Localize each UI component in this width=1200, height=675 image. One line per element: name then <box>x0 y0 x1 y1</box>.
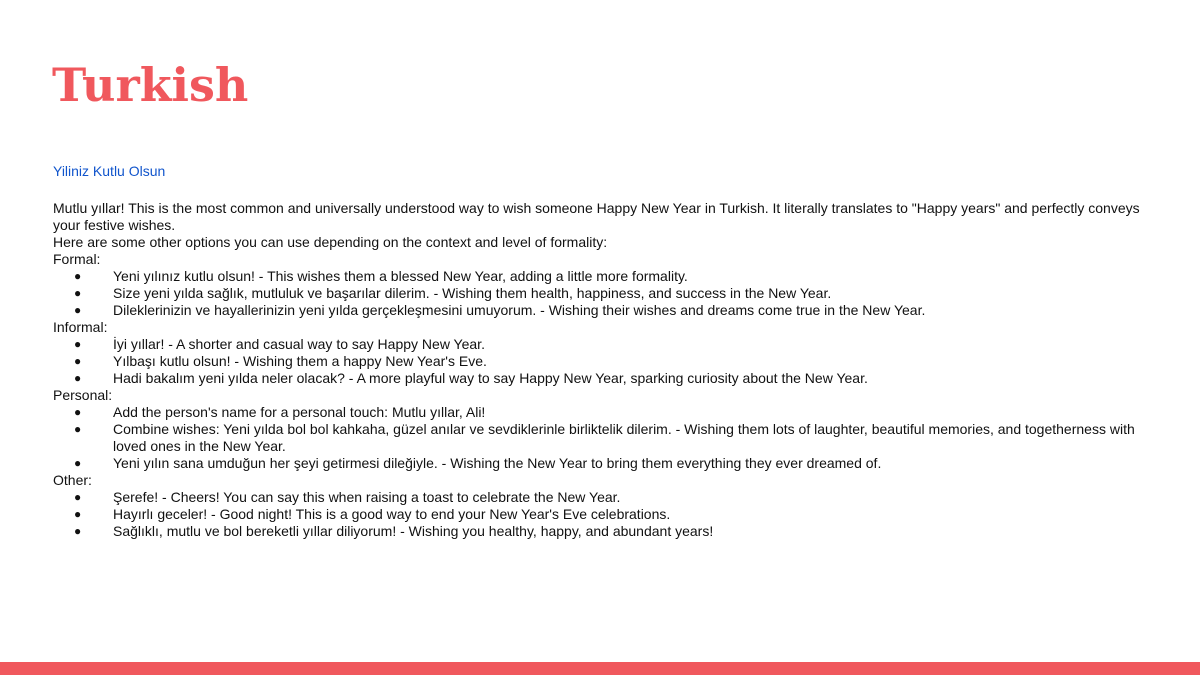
bullet-icon: ● <box>74 286 82 300</box>
list-item <box>53 506 1143 523</box>
bullet-icon: ● <box>74 405 82 419</box>
list-item-text: Add the person's name for a personal touch: Mutlu yıllar, Ali! <box>113 404 486 420</box>
bullet-icon: ● <box>74 371 82 385</box>
list-item-text: İyi yıllar! - A shorter and casual way to say Happy New Year. <box>113 336 485 352</box>
bullet-icon: ● <box>74 507 82 521</box>
list-item <box>53 523 1143 540</box>
slide-body <box>53 200 1143 540</box>
bullet-icon: ● <box>74 524 82 538</box>
section-label-personal: Personal: <box>53 387 113 403</box>
section-label-other: Other: <box>53 472 92 488</box>
list-item <box>53 455 1143 472</box>
list-item-text: Şerefe! - Cheers! You can say this when raising a toast to celebrate the New Year. <box>113 489 621 505</box>
list-item-text: Combine wishes: Yeni yılda bol bol kahkaha, güzel anılar ve sevdiklerinle birliktelik dilerim. - Wishing them lots of laughter, beautiful memories, and togetherness with loved ones in the New Year. <box>113 421 1135 454</box>
list-item-text: Dileklerinizin ve hayallerinizin yeni yılda gerçekleşmesini umuyorum. - Wishing their wishes and dreams come true in the New Year. <box>113 302 926 318</box>
bullet-icon: ● <box>74 490 82 504</box>
list-item <box>53 336 1143 353</box>
list-item <box>53 404 1143 421</box>
list-item-text: Yılbaşı kutlu olsun! - Wishing them a happy New Year's Eve. <box>113 353 487 369</box>
list-other <box>53 489 1143 540</box>
bullet-icon: ● <box>74 337 82 351</box>
list-personal <box>53 404 1143 472</box>
list-item-text: Hadi bakalım yeni yılda neler olacak? - A more playful way to say Happy New Year, sparking curiosity about the New Year. <box>113 370 868 386</box>
bullet-icon: ● <box>74 456 82 470</box>
list-informal <box>53 336 1143 387</box>
list-formal <box>53 268 1143 319</box>
bullet-icon: ● <box>74 422 82 436</box>
section-label-formal: Formal: <box>53 251 101 267</box>
intro-paragraph: Mutlu yıllar! This is the most common and universally understood way to wish someone Happy New Year in Turkish. It literally translates to "Happy years" and perfectly conveys your festive wishes. <box>53 200 1140 233</box>
list-item-text: Sağlıklı, mutlu ve bol bereketli yıllar diliyorum! - Wishing you healthy, happy, and abundant years! <box>113 523 714 539</box>
list-item <box>53 421 1143 455</box>
list-item-text: Yeni yılın sana umduğun her şeyi getirmesi dileğiyle. - Wishing the New Year to bring them everything they ever dreamed of. <box>113 455 882 471</box>
section-label-informal: Informal: <box>53 319 108 335</box>
list-item <box>53 489 1143 506</box>
list-item <box>53 268 1143 285</box>
footer-accent-bar <box>0 662 1200 675</box>
intro-options-line: Here are some other options you can use depending on the context and level of formality: <box>53 234 608 250</box>
list-item-text: Yeni yılınız kutlu olsun! - This wishes them a blessed New Year, adding a little more formality. <box>113 268 688 284</box>
list-item-text: Hayırlı geceler! - Good night! This is a good way to end your New Year's Eve celebrations. <box>113 506 671 522</box>
bullet-icon: ● <box>74 303 82 317</box>
list-item <box>53 353 1143 370</box>
list-item-text: Size yeni yılda sağlık, mutluluk ve başarılar dilerim. - Wishing them health, happiness, and success in the New Year. <box>113 285 832 301</box>
bullet-icon: ● <box>74 354 82 368</box>
subtitle-link[interactable]: Yiliniz Kutlu Olsun <box>53 163 166 179</box>
list-item <box>53 302 1143 319</box>
list-item <box>53 285 1143 302</box>
slide-title: Turkish <box>52 58 249 112</box>
list-item <box>53 370 1143 387</box>
bullet-icon: ● <box>74 269 82 283</box>
